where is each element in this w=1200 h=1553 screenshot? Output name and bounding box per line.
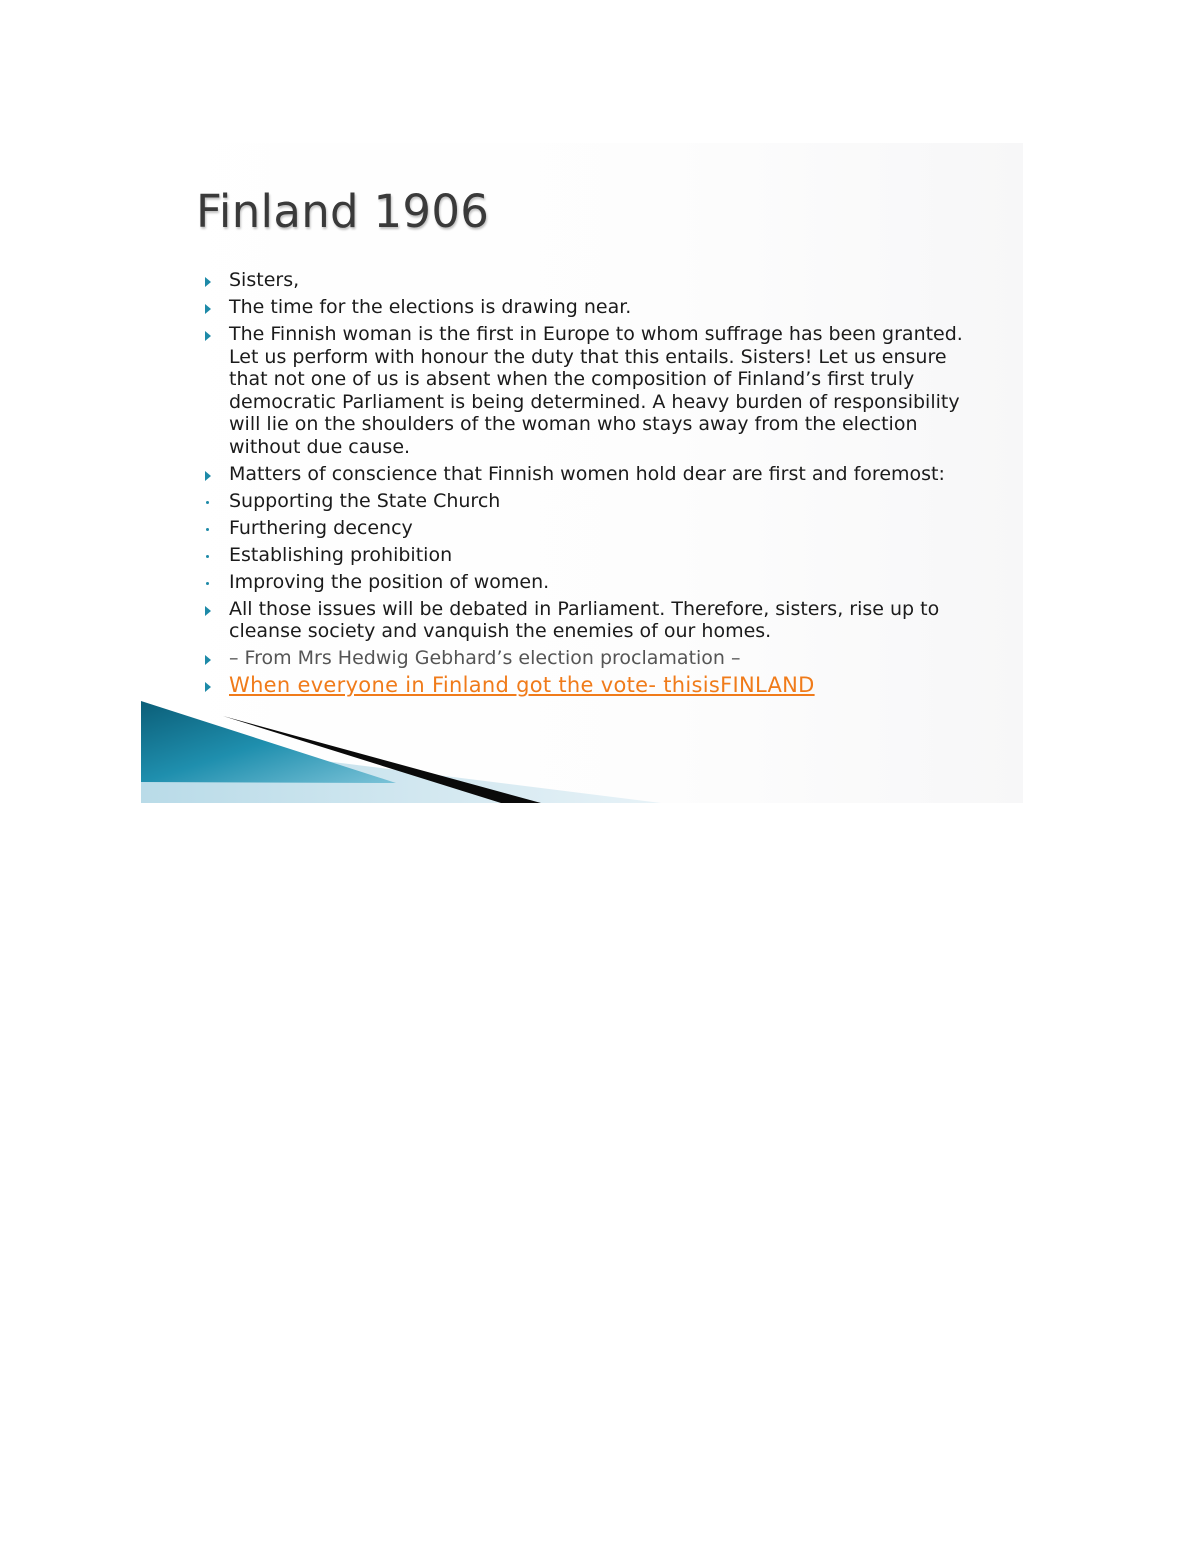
dot-bullet-icon bbox=[206, 582, 209, 585]
list-item-text: Supporting the State Church bbox=[229, 489, 501, 512]
arrow-bullet-icon bbox=[205, 682, 211, 692]
link-item bbox=[202, 674, 992, 698]
arrow-bullet-icon bbox=[205, 277, 211, 287]
sub-list-item bbox=[202, 490, 992, 513]
arrow-bullet-icon bbox=[205, 331, 211, 341]
list-item-text: Furthering decency bbox=[229, 516, 413, 539]
list-item bbox=[202, 269, 992, 292]
list-item bbox=[202, 463, 992, 486]
slide-title: Finland 1906 bbox=[196, 185, 490, 238]
sub-list-item bbox=[202, 544, 992, 567]
dot-bullet-icon bbox=[206, 501, 209, 504]
arrow-bullet-icon bbox=[205, 606, 211, 616]
dot-bullet-icon bbox=[206, 555, 209, 558]
list-item bbox=[202, 323, 992, 458]
list-item-text: Matters of conscience that Finnish women hold dear are first and foremost: bbox=[229, 462, 945, 485]
source-link[interactable]: When everyone in Finland got the vote- thisisFINLAND bbox=[229, 673, 815, 697]
sub-list-item bbox=[202, 517, 992, 540]
teal-swoosh-shape bbox=[141, 701, 396, 783]
arrow-bullet-icon bbox=[205, 655, 211, 665]
list-item bbox=[202, 598, 992, 643]
list-item-text: The Finnish woman is the first in Europe to whom suffrage has been granted. Let us perform with honour the duty that this entails. Sisters! Let us ensure that not one of us is absent when the composition of Finland’s first truly democratic Parliament is being determined. A heavy burden of responsibility will lie on the shoulders of the woman who stays away from the election without due cause. bbox=[229, 323, 963, 458]
dot-bullet-icon bbox=[206, 528, 209, 531]
slide bbox=[141, 143, 1023, 803]
list-item bbox=[202, 296, 992, 319]
attribution-item bbox=[202, 647, 992, 670]
list-item-text: All those issues will be debated in Parliament. Therefore, sisters, rise up to cleanse society and vanquish the enemies of our homes. bbox=[229, 597, 940, 642]
sub-list-item bbox=[202, 571, 992, 594]
bullet-list bbox=[202, 269, 992, 702]
arrow-bullet-icon bbox=[205, 471, 211, 481]
list-item-text: Improving the position of women. bbox=[229, 570, 550, 593]
arrow-bullet-icon bbox=[205, 304, 211, 314]
attribution-text: – From Mrs Hedwig Gebhard’s election proclamation – bbox=[229, 647, 741, 669]
list-item-text: The time for the elections is drawing near. bbox=[229, 296, 632, 318]
list-item-text: Sisters, bbox=[229, 269, 300, 291]
list-item-text: Establishing prohibition bbox=[229, 543, 453, 566]
decorative-swoosh bbox=[141, 698, 661, 803]
